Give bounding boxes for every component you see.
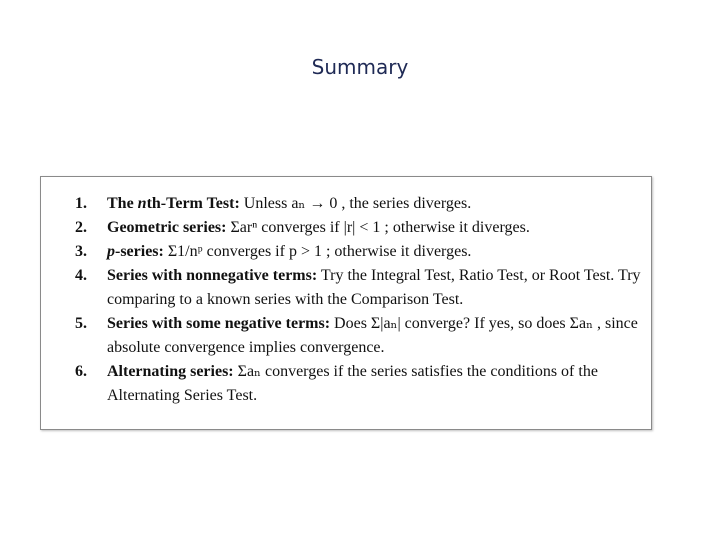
list-item bbox=[75, 264, 645, 312]
item-number: 3. bbox=[75, 243, 87, 260]
list-item bbox=[75, 312, 645, 360]
item-lead: p-series: bbox=[107, 243, 164, 260]
item-lead: The nth-Term Test: bbox=[107, 195, 240, 212]
item-number: 6. bbox=[75, 363, 87, 380]
item-text: Σarⁿ converges if |r| < 1 ; otherwise it diverges. bbox=[230, 219, 530, 236]
item-lead: Series with some negative terms: bbox=[107, 315, 331, 332]
item-lead: Alternating series: bbox=[107, 363, 234, 380]
item-text: Try the Integral Test, Ratio Test, or Root Test. Try comparing to a known series with the Comparison Test. bbox=[107, 267, 641, 308]
slide-title: Summary bbox=[311, 55, 409, 79]
item-text: Does Σ|aₙ| converge? If yes, so does Σaₙ , since absolute convergence implies convergence. bbox=[107, 315, 638, 356]
item-lead: Geometric series: bbox=[107, 219, 227, 236]
summary-list bbox=[75, 192, 645, 408]
list-item bbox=[75, 240, 645, 264]
summary-box bbox=[40, 176, 652, 430]
item-number: 4. bbox=[75, 267, 87, 284]
item-text: Unless aₙ → 0 , the series diverges. bbox=[243, 195, 472, 212]
item-lead: Series with nonnegative terms: bbox=[107, 267, 318, 284]
item-text: Σ1/nᵖ converges if p > 1 ; otherwise it diverges. bbox=[167, 243, 472, 260]
item-text: Σaₙ converges if the series satisfies the conditions of the Alternating Series Test. bbox=[107, 363, 598, 404]
item-number: 5. bbox=[75, 315, 87, 332]
item-number: 2. bbox=[75, 219, 87, 236]
list-item bbox=[75, 216, 645, 240]
item-number: 1. bbox=[75, 195, 87, 212]
list-item bbox=[75, 192, 645, 216]
list-item bbox=[75, 360, 645, 408]
